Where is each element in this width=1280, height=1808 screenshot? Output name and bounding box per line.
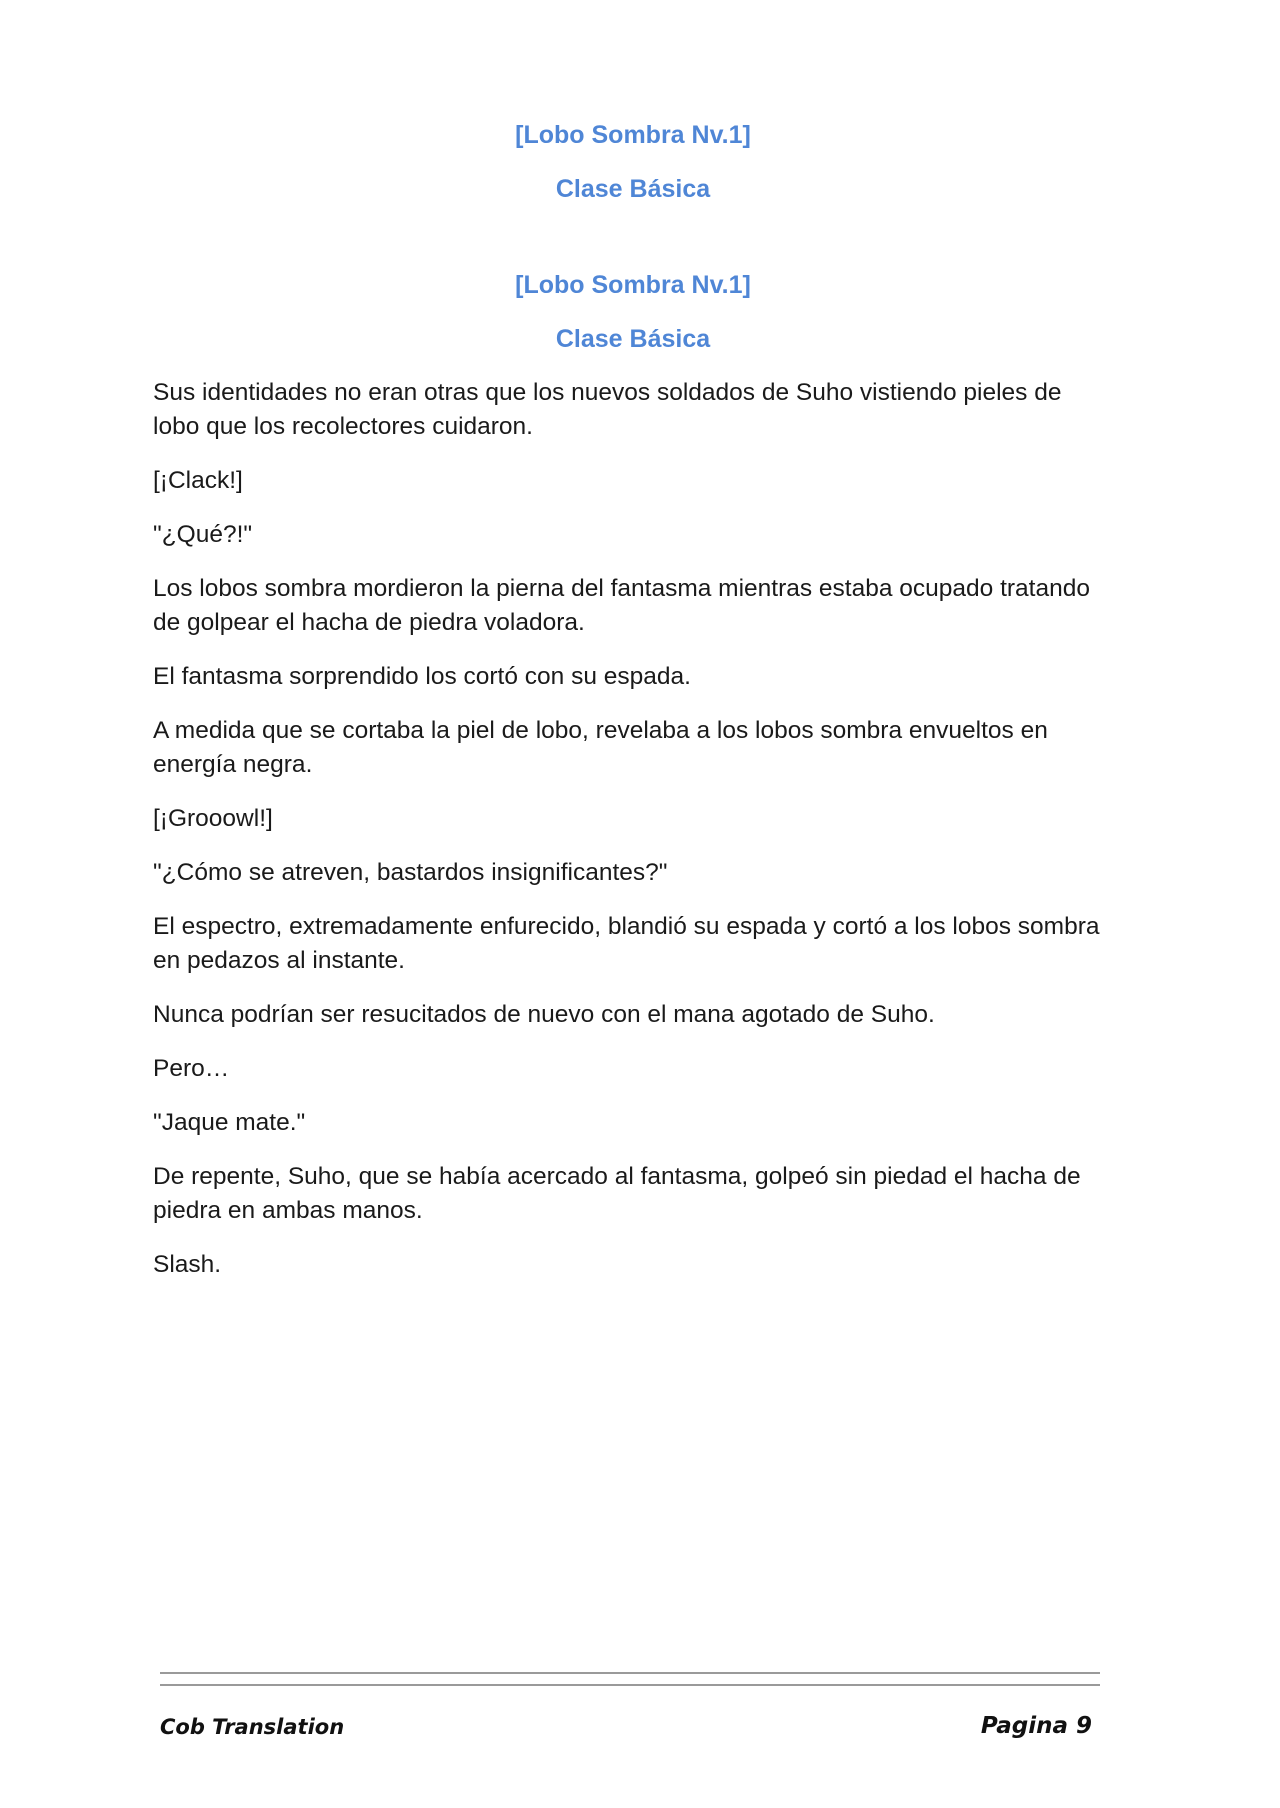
paragraph: Nunca podrían ser resucitados de nuevo con el mana agotado de Suho.: [153, 1001, 935, 1028]
item-class-1: Clase Básica: [555, 175, 711, 203]
footer-line-bottom: [160, 1684, 1100, 1686]
footer-line-top: [160, 1672, 1100, 1674]
page-number: Pagina 9: [980, 1713, 1092, 1739]
paragraph: A medida que se cortaba la piel de lobo, revelaba a los lobos sombra envueltos en energía negra.: [153, 717, 1048, 778]
paragraph: Slash.: [153, 1251, 222, 1278]
spacer: [153, 226, 1113, 268]
paragraph: [¡Clack!]: [153, 467, 243, 494]
footer-credit: Cob Translation: [160, 1715, 345, 1739]
paragraph: El fantasma sorprendido los cortó con su espada.: [153, 663, 691, 690]
footer-divider: [160, 1672, 1100, 1696]
paragraph: El espectro, extremadamente enfurecido, blandió su espada y cortó a los lobos sombra en pedazos al instante.: [153, 913, 1100, 974]
paragraph: "¿Qué?!": [153, 521, 253, 548]
page-content: [153, 118, 1113, 1302]
paragraph: Los lobos sombra mordieron la pierna del fantasma mientras estaba ocupado tratando de golpear el hacha de piedra voladora.: [153, 575, 1090, 636]
item-title-2: [Lobo Sombra Nv.1]: [515, 271, 751, 299]
paragraph: Pero…: [153, 1055, 230, 1082]
paragraph: De repente, Suho, que se había acercado al fantasma, golpeó sin piedad el hacha de piedra en ambas manos.: [153, 1163, 1081, 1224]
paragraph: "¿Cómo se atreven, bastardos insignificantes?": [153, 859, 668, 886]
paragraph: "Jaque mate.": [153, 1109, 306, 1136]
paragraph: [¡Grooowl!]: [153, 805, 273, 832]
paragraph: Sus identidades no eran otras que los nuevos soldados de Suho vistiendo pieles de lobo que los recolectores cuidaron.: [153, 379, 1062, 440]
item-title-1: [Lobo Sombra Nv.1]: [515, 121, 751, 149]
item-class-2: Clase Básica: [555, 325, 711, 353]
